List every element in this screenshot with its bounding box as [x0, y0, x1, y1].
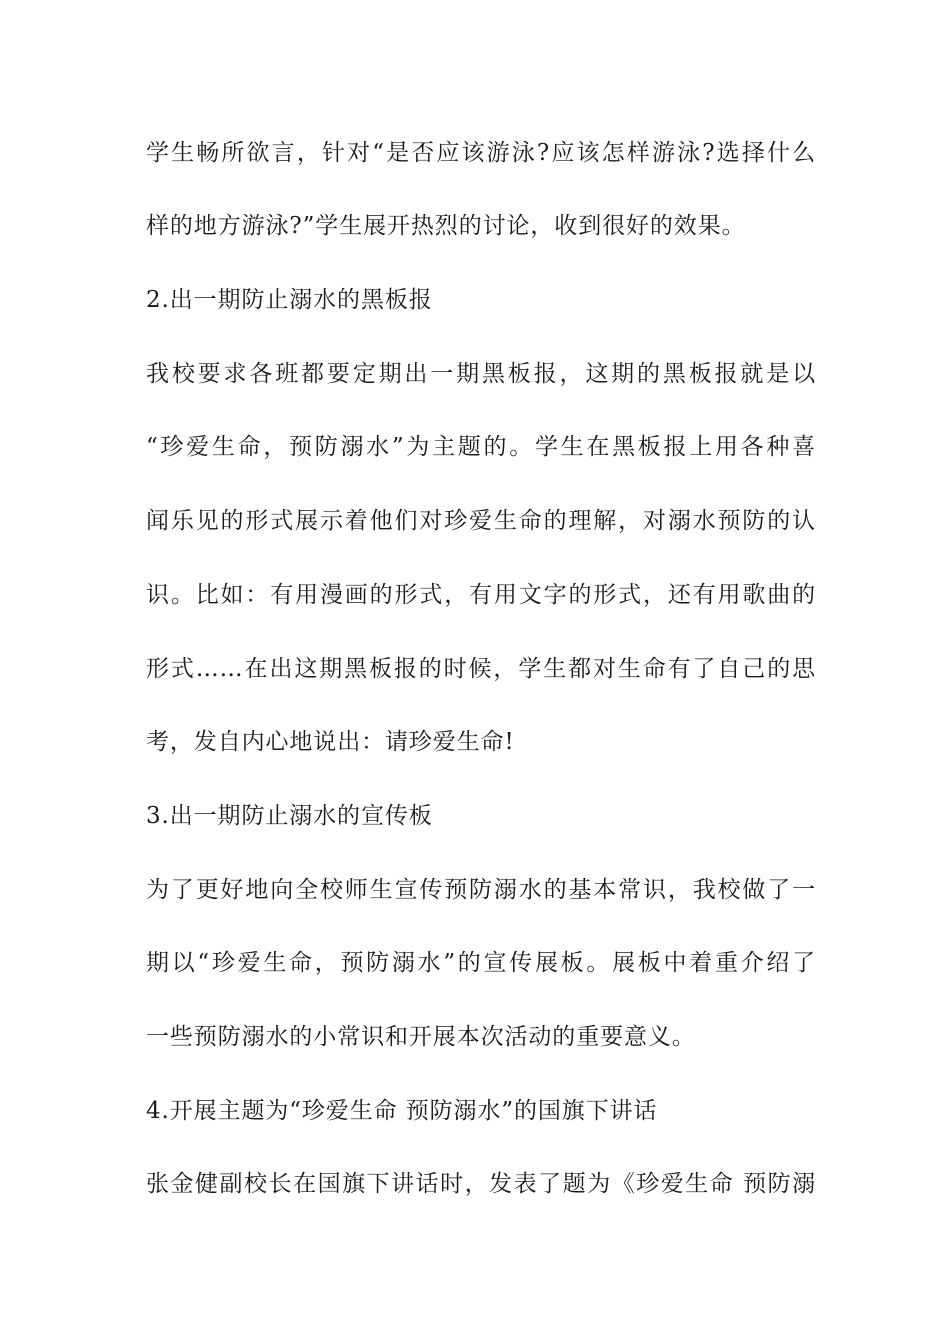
section-heading-3: 3.出一期防止溺水的宣传板 [146, 803, 433, 829]
text-line-9: 考，发自内心地说出：请珍爱生命! [146, 729, 515, 755]
text-line-6: 闻乐见的形式展示着他们对珍爱生命的理解，对溺水预防的认 [146, 508, 816, 534]
text-line-13: 一些预防溺水的小常识和开展本次活动的重要意义。 [146, 1024, 696, 1050]
text-line-7: 识。比如：有用漫画的形式，有用文字的形式，还有用歌曲的 [146, 582, 816, 608]
text-line-2: 样的地方游泳?”学生展开热烈的讨论，收到很好的效果。 [146, 213, 746, 239]
text-line-1: 学生畅所欲言，针对“是否应该游泳?应该怎样游泳?选择什么 [146, 140, 816, 166]
section-heading-2: 2.出一期防止溺水的黑板报 [146, 287, 433, 313]
section-heading-4: 4.开展主题为“珍爱生命 预防溺水”的国旗下讲话 [146, 1098, 658, 1124]
text-line-15: 张金健副校长在国旗下讲话时，发表了题为《珍爱生命 预防溺 [146, 1171, 816, 1197]
text-line-12: 期以“珍爱生命，预防溺水”的宣传展板。展板中着重介绍了 [146, 950, 816, 976]
text-line-4: 我校要求各班都要定期出一期黑板报，这期的黑板报就是以 [146, 361, 816, 387]
text-line-11: 为了更好地向全校师生宣传预防溺水的基本常识，我校做了一 [146, 877, 816, 903]
text-line-8: 形式……在出这期黑板报的时候，学生都对生命有了自己的思 [146, 656, 816, 682]
text-line-5: “珍爱生命，预防溺水”为主题的。学生在黑板报上用各种喜 [146, 434, 816, 460]
